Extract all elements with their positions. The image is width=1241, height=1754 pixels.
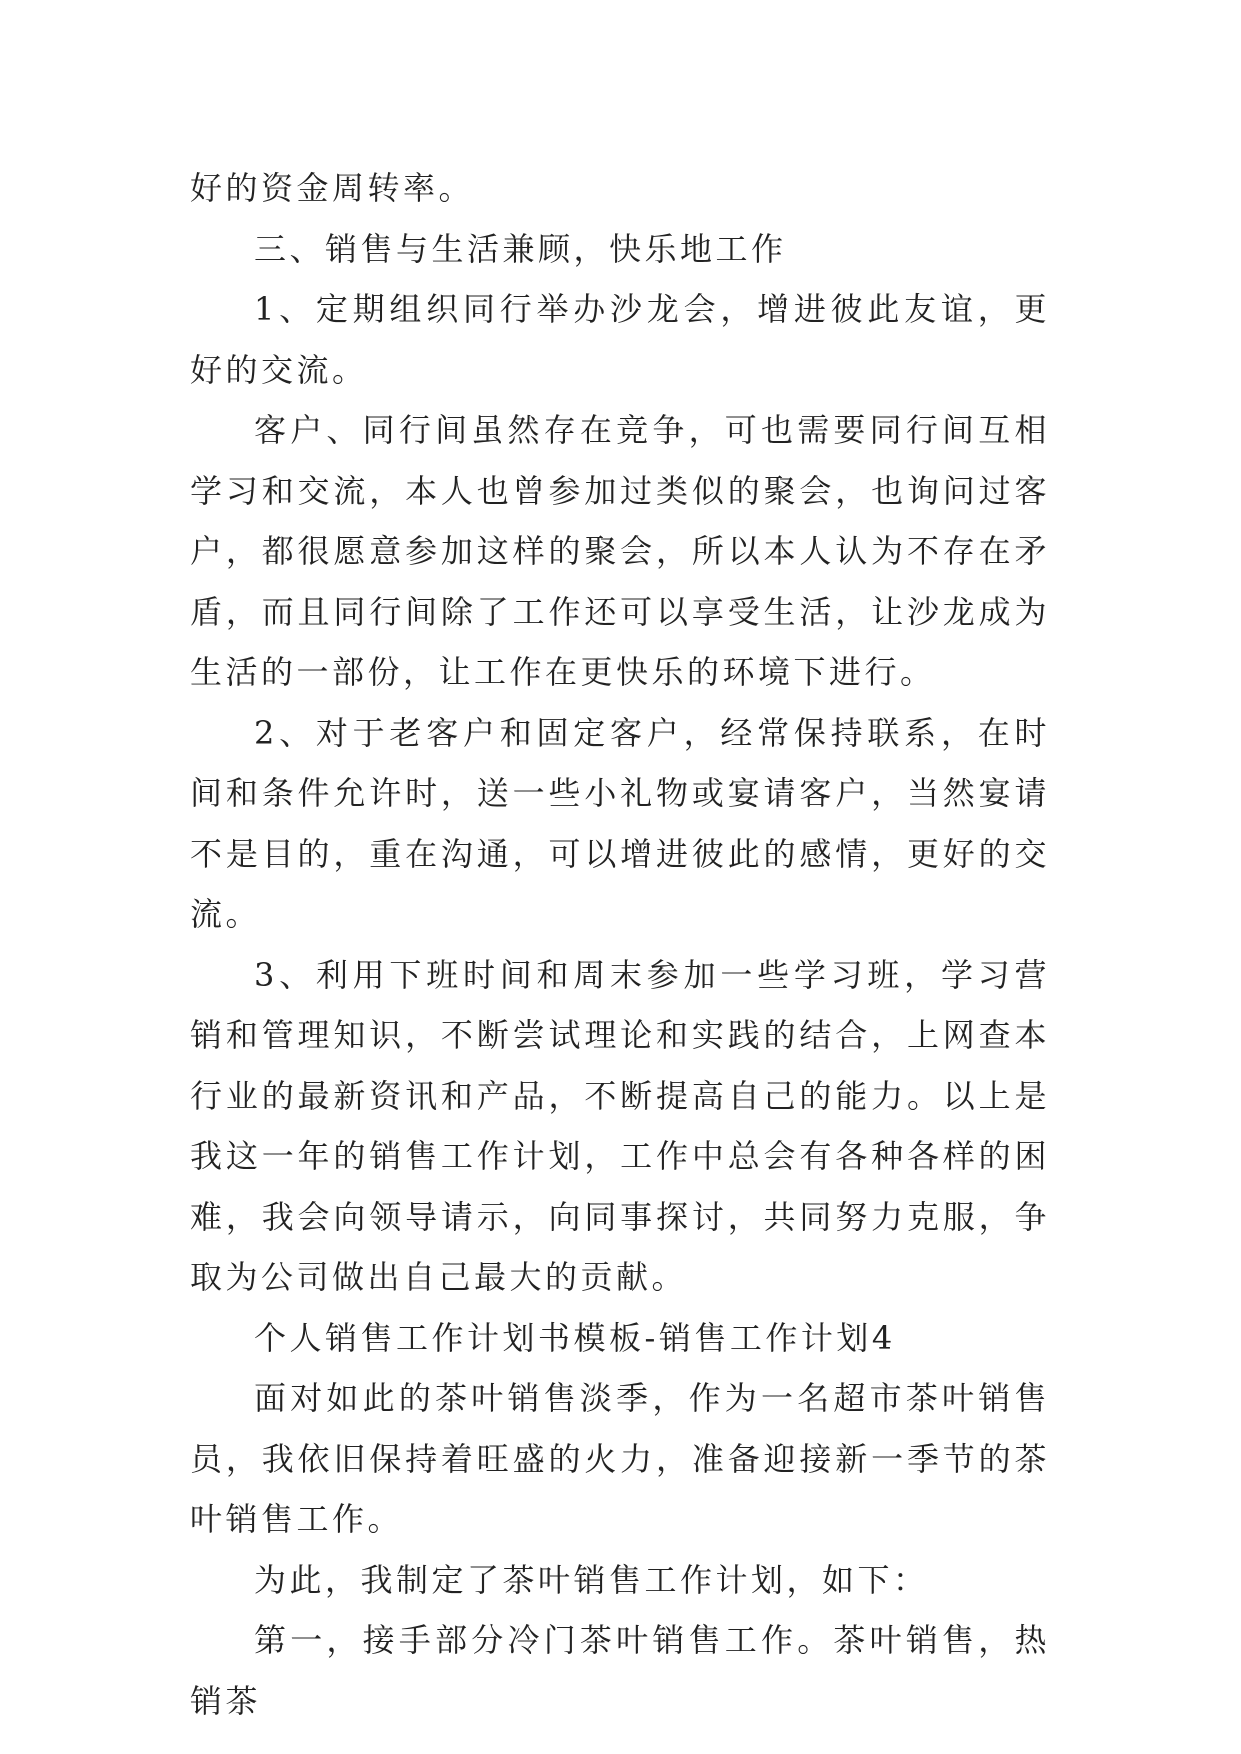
paragraph-plan-intro: 为此，我制定了茶叶销售工作计划，如下： bbox=[254, 1560, 929, 1599]
paragraph-item-1: 1、定期组织同行举办沙龙会，增进彼此友谊，更好的交流。 bbox=[190, 290, 1050, 389]
paragraph-1: 好的资金周转率。 bbox=[190, 169, 475, 207]
paragraph-item-3: 3、利用下班时间和周末参加一些学习班，学习营销和管理知识，不断尝试理论和实践的结合，上网查本行业的最新资讯和产品，不断提高自己的能力。以上是我这一年的销售工作计划，工作中总会有各种各样的困难，我会向领导请示，向同事探讨，共同努力克服，争取为公司做出自己最大的贡献。 bbox=[190, 955, 1050, 1296]
section-heading-3: 三、销售与生活兼顾，快乐地工作 bbox=[254, 229, 787, 268]
plan-title-4: 个人销售工作计划书模板-销售工作计划4 bbox=[254, 1318, 896, 1357]
paragraph-item-2: 2、对于老客户和固定客户，经常保持联系，在时间和条件允许时，送一些小礼物或宴请客户，当然宴请不是目的，重在沟通，可以增进彼此的感情，更好的交流。 bbox=[190, 713, 1050, 933]
document-body bbox=[190, 158, 1050, 1731]
paragraph-customer-exchange: 客户、同行间虽然存在竞争，可也需要同行间互相学习和交流，本人也曾参加过类似的聚会，也询问过客户，都很愿意参加这样的聚会，所以本人认为不存在矛盾，而且同行间除了工作还可以享受生活，让沙龙成为生活的一部份，让工作在更快乐的环境下进行。 bbox=[190, 411, 1050, 691]
paragraph-tea-season: 面对如此的茶叶销售淡季，作为一名超市茶叶销售员，我依旧保持着旺盛的火力，准备迎接新一季节的茶叶销售工作。 bbox=[190, 1379, 1050, 1538]
paragraph-first-point: 第一，接手部分冷门茶叶销售工作。茶叶销售，热销茶 bbox=[190, 1621, 1050, 1720]
